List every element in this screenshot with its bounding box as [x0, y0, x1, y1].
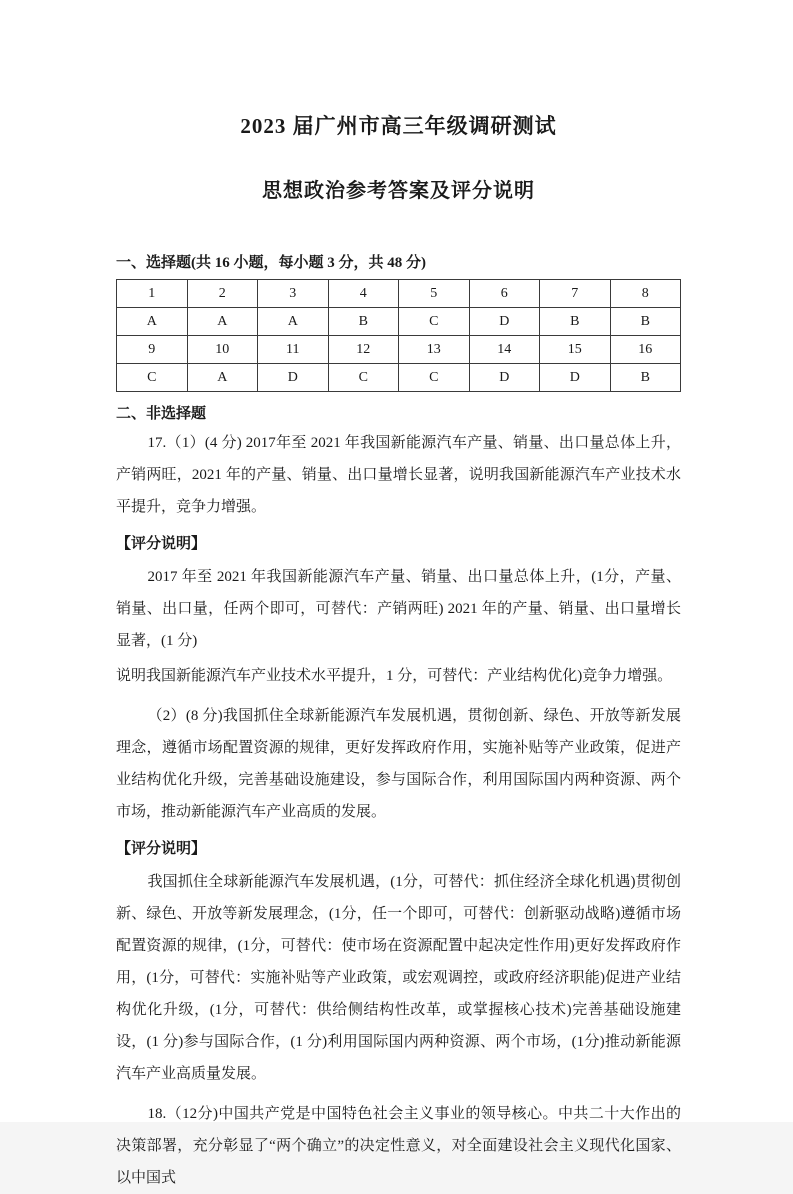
- answer-table-cell: C: [328, 364, 399, 392]
- answer-table-cell: 9: [117, 336, 188, 364]
- answer-table-cell: A: [258, 308, 329, 336]
- answer-table-cell: 5: [399, 280, 470, 308]
- answer-table-row: [117, 308, 681, 336]
- answer-table-cell: 8: [610, 280, 681, 308]
- scoring-note-label-17-2: 【评分说明】: [116, 841, 207, 857]
- answer-table-body: [117, 280, 681, 392]
- scoring-note-17-2: 我国抓住全球新能源汽车发展机遇，(1分，可替代：抓住经济全球化机遇)贯彻创新、绿色、开放等新发展理念，(1分，任一个即可，可替代：创新驱动战略)遵循市场配置资源的规律，(1分，可替代：使市场在资源配置中起决定性作用)更好发挥政府作用，(1分，可替代：实施补贴等产业政策，或宏观调控，或政府经济职能)促进产业结构优化升级，(1分，可替代：供给侧结构性改革，或掌握核心技术)完善基础设施建设，(1 分)参与国际合作，(1 分)利用国际国内两种资源、两个市场，(1分)推动新能源汽车产业高质量发展。: [116, 874, 681, 1082]
- answer-table-cell: C: [117, 364, 188, 392]
- answer-table-cell: A: [187, 364, 258, 392]
- answer-table-cell: 6: [469, 280, 540, 308]
- answer-table-cell: D: [540, 364, 611, 392]
- answer-table-cell: C: [399, 308, 470, 336]
- answer-table-cell: 14: [469, 336, 540, 364]
- answer-17-1: 17.（1）(4 分) 2017年至 2021 年我国新能源汽车产量、销量、出口量总体上升，产销两旺，2021 年的产量、销量、出口量增长显著，说明我国新能源汽车产业技术水平提升，竞争力增强。: [116, 435, 681, 515]
- answer-table-row: [117, 280, 681, 308]
- answer-18: 18.（12分)中国共产党是中国特色社会主义事业的领导核心。中共二十大作出的决策部署，充分彰显了“两个确立”的决定性意义，对全面建设社会主义现代化国家、以中国式: [116, 1106, 681, 1186]
- answer-table-cell: 16: [610, 336, 681, 364]
- answer-table-cell: 2: [187, 280, 258, 308]
- answer-table-cell: 7: [540, 280, 611, 308]
- answer-table-cell: D: [469, 364, 540, 392]
- answer-table-cell: B: [610, 364, 681, 392]
- nonchoice-section-heading: 二、非选择题: [116, 406, 207, 422]
- answer-table-cell: 4: [328, 280, 399, 308]
- answer-table-row: [117, 336, 681, 364]
- answer-table-cell: A: [187, 308, 258, 336]
- nonchoice-paragraphs: [116, 427, 681, 1194]
- answer-table-cell: B: [610, 308, 681, 336]
- answers-subtitle: 思想政治参考答案及评分说明: [262, 180, 535, 202]
- answer-table-cell: B: [540, 308, 611, 336]
- answer-table-cell: B: [328, 308, 399, 336]
- answer-table-cell: 3: [258, 280, 329, 308]
- answer-table-cell: D: [469, 308, 540, 336]
- answer-table-cell: 15: [540, 336, 611, 364]
- answer-table-cell: D: [258, 364, 329, 392]
- scoring-note-label-17-1: 【评分说明】: [116, 536, 207, 552]
- answer-table-cell: 11: [258, 336, 329, 364]
- scoring-note-17-1-part2: 说明我国新能源汽车产业技术水平提升，1 分，可替代：产业结构优化)竞争力增强。: [116, 668, 673, 684]
- answer-17-2: （2）(8 分)我国抓住全球新能源汽车发展机遇，贯彻创新、绿色、开放等新发展理念，遵循市场配置资源的规律，更好发挥政府作用，实施补贴等产业政策，促进产业结构优化升级，完善基础设施建设，参与国际合作，利用国际国内两种资源、两个市场，推动新能源汽车产业高质的发展。: [116, 708, 681, 820]
- exam-title: 2023 届广州市高三年级调研测试: [240, 114, 557, 138]
- answer-table: [116, 279, 681, 392]
- answer-table-row: [117, 364, 681, 392]
- answer-table-cell: 12: [328, 336, 399, 364]
- answer-table-cell: 1: [117, 280, 188, 308]
- answer-table-cell: C: [399, 364, 470, 392]
- answer-table-cell: 13: [399, 336, 470, 364]
- answer-table-cell: 10: [187, 336, 258, 364]
- answer-table-cell: A: [117, 308, 188, 336]
- choice-section-heading: 一、选择题(共 16 小题，每小题 3 分，共 48 分): [116, 255, 426, 271]
- scoring-note-17-1-part1: 2017 年至 2021 年我国新能源汽车产量、销量、出口量总体上升，(1分，产量、销量、出口量，任两个即可，可替代：产销两旺) 2021 年的产量、销量、出口量增长显著，(1 分): [116, 569, 681, 649]
